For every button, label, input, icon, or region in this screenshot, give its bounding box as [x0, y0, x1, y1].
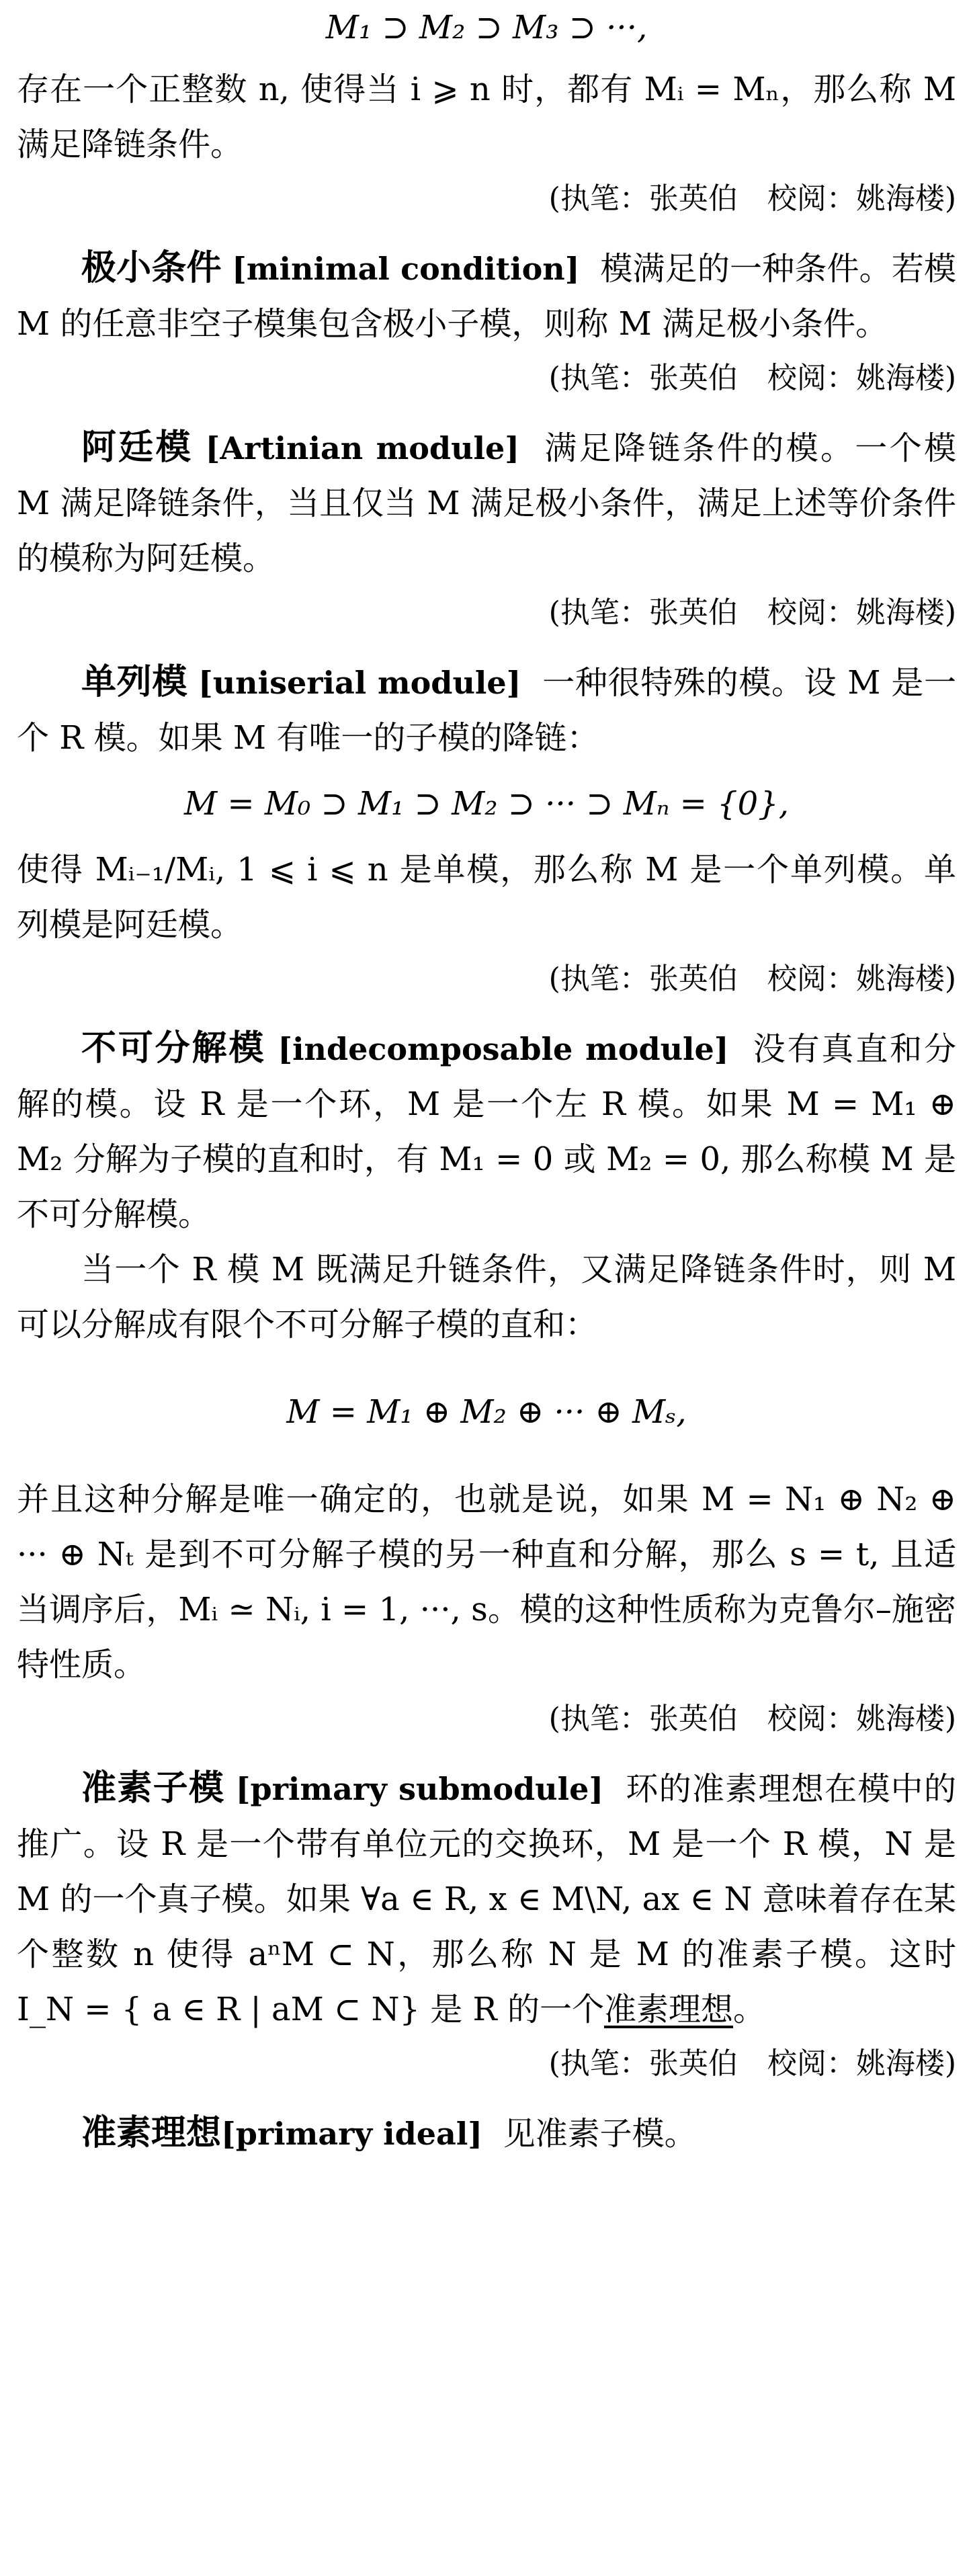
entry-body	[17, 2106, 956, 2161]
entry-body	[17, 1021, 956, 1242]
entry-primary-submodule	[17, 1761, 956, 2091]
entry-credit: (执笔：张英伯 校阅：姚海楼)	[548, 1702, 956, 1736]
dictionary-page	[17, 0, 956, 2161]
entry-credit: (执笔：张英伯 校阅：姚海楼)	[548, 2046, 956, 2081]
entry-text: 满足降链条件的模。一个模 M 满足降链条件，当且仅当 M 满足极小条件，满足上述等价条件的模称为阿廷模。	[17, 429, 956, 577]
term-chinese: 不可分解模	[81, 1028, 266, 1069]
chain-formula: M₁ ⊃ M₂ ⊃ M₃ ⊃ ···,	[325, 9, 648, 46]
entry-text: 没有真直和分解的模。设 R 是一个环，M 是一个左 R 模。如果 M = M₁ ⊕ M₂ 分解为子模的直和时，有 M₁ = 0 或 M₂ = 0, 那么称模 M 是不可分解模。	[17, 1030, 956, 1233]
entry-credit: (执笔：张英伯 校阅：姚海楼)	[548, 962, 956, 996]
entry-text: 一种很特殊的模。设 M 是一个 R 模。如果 M 有唯一的子模的降链：	[17, 664, 956, 757]
term-chinese: 准素子模	[81, 1768, 225, 1809]
entry-text-continued: 并且这种分解是唯一确定的，也就是说，如果 M = N₁ ⊕ N₂ ⊕ ··· ⊕ Nₜ 是到不可分解子模的另一种直和分解，那么 s = t, 且适当调序后，Mᵢ ≃ Nᵢ, i = 1, ···, s。模的这种性质称为克鲁尔–施密特性质。	[17, 1481, 956, 1684]
term-chinese: 极小条件	[81, 248, 222, 288]
entry-credit: (执笔：张英伯 校阅：姚海楼)	[548, 595, 956, 630]
term-english: [indecomposable module]	[278, 1031, 729, 1067]
chain-formula: M = M₀ ⊃ M₁ ⊃ M₂ ⊃ ··· ⊃ Mₙ = {0},	[184, 785, 789, 823]
term-english: [primary ideal]	[221, 2116, 483, 2152]
entry-text-continued: 当一个 R 模 M 既满足升链条件，又满足降链条件时，则 M 可以分解成有限个不可分解子模的直和：	[17, 1251, 956, 1343]
entry-text: 模满足的一种条件。若模 M 的任意非空子模集包含极小子模，则称 M 满足极小条件。	[17, 250, 956, 343]
entry-text: 环的准素理想在模中的推广。设 R 是一个带有单位元的交换环，M 是一个 R 模，N 是 M 的一个真子模。如果 ∀a ∈ R, x ∈ M\N, ax ∈ N 意味着存在某个整数 n 使得 aⁿM ⊂ N，那么称 N 是 M 的准素子模。这时 I_N = { a ∈ R | aM ⊂ N} 是 R 的一个	[17, 1770, 956, 2028]
entry-primary-ideal	[17, 2106, 956, 2161]
entry-body	[17, 420, 956, 586]
term-chinese: 准素理想	[81, 2113, 222, 2153]
entry-credit: (执笔：张英伯 校阅：姚海楼)	[548, 361, 956, 395]
term-english: [primary submodule]	[235, 1771, 604, 1807]
entry-text: 存在一个正整数 n, 使得当 i ⩾ n 时，都有 Mᵢ = Mₙ，那么称 M 满足降链条件。	[17, 71, 956, 163]
entry-credit: (执笔：张英伯 校阅：姚海楼)	[548, 181, 956, 216]
term-chinese: 单列模	[81, 662, 188, 702]
cross-reference-link[interactable]: 准素理想	[603, 1991, 733, 2028]
entry-text-end: 。	[732, 1991, 765, 2028]
term-english: [Artinian module]	[205, 430, 520, 466]
entry-descending-chain	[17, 62, 956, 226]
entry-minimal-condition	[17, 241, 956, 405]
entry-artinian-module	[17, 420, 956, 640]
direct-sum-formula: M = M₁ ⊕ M₂ ⊕ ··· ⊕ Mₛ,	[286, 1393, 687, 1431]
entry-text: 见准素子模。	[503, 2115, 697, 2153]
entry-body	[17, 241, 956, 351]
term-english: [uniserial module]	[198, 665, 521, 701]
entry-text-continued: 使得 Mᵢ₋₁/Mᵢ, 1 ⩽ i ⩽ n 是单模，那么称 M 是一个单列模。单列模是阿廷模。	[17, 851, 956, 944]
entry-body	[17, 655, 956, 765]
entry-indecomposable-module	[17, 1021, 956, 1746]
term-english: [minimal condition]	[232, 251, 580, 287]
entry-body	[17, 1761, 956, 2037]
term-chinese: 阿廷模	[81, 427, 194, 468]
entry-uniserial-module	[17, 655, 956, 1006]
